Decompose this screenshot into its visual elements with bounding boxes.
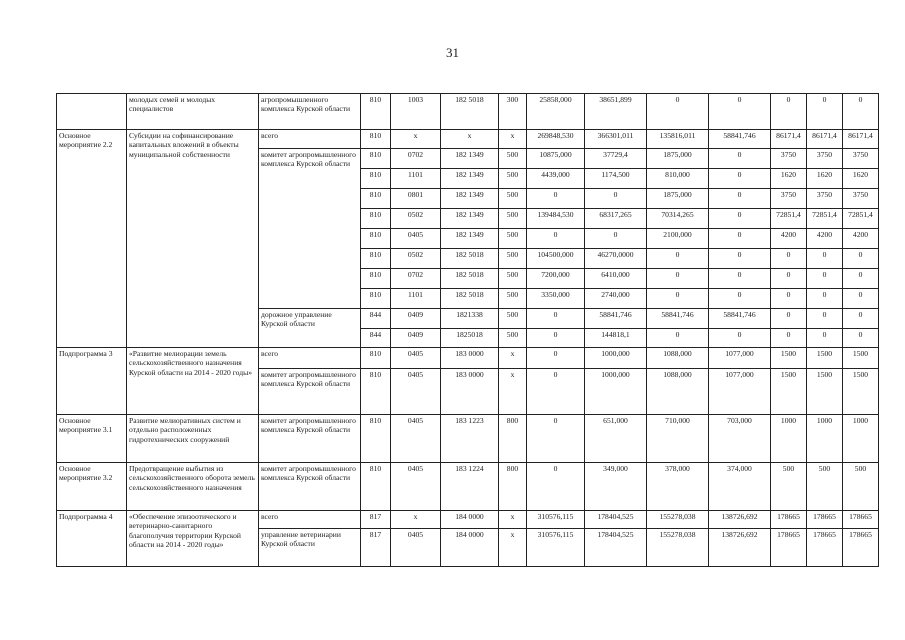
cell-value: 0 [843,249,879,269]
row-responsible: дорожное управление Курской области [259,309,361,348]
cell-value: 1077,000 [709,369,771,415]
cell-vr: 300 [499,94,527,130]
cell-vr: 500 [499,309,527,329]
row-responsible: всего [259,511,361,529]
cell-rzpr: 1101 [391,289,441,309]
cell-rzpr: 0702 [391,269,441,289]
cell-value: 0 [771,249,807,269]
cell-value: 0 [647,94,709,130]
cell-csr: 182 5018 [441,269,499,289]
cell-grbs: 844 [361,309,391,329]
cell-rzpr: 1101 [391,169,441,189]
cell-value: 710,000 [647,415,709,463]
cell-value: 104500,000 [527,249,585,269]
cell-value: 1500 [771,348,807,369]
cell-value: 0 [527,369,585,415]
cell-value: 178665 [771,511,807,529]
cell-value: 0 [807,309,843,329]
cell-value: 1000,000 [585,348,647,369]
cell-value: 72851,4 [807,209,843,229]
row-name: Основное мероприятие 3.2 [57,463,127,511]
cell-value: 0 [527,189,585,209]
cell-value: 0 [585,189,647,209]
cell-rzpr: x [391,511,441,529]
cell-grbs: 817 [361,511,391,529]
cell-value: 1500 [807,348,843,369]
cell-value: 0 [709,149,771,169]
cell-value: 810,000 [647,169,709,189]
cell-value: 0 [709,329,771,348]
table-row [57,463,879,511]
row-responsible: комитет агропромышленного комплекса Курской области [259,463,361,511]
page-number: 31 [446,45,459,60]
cell-value: 178665 [843,511,879,529]
row-description: молодых семей и молодых специалистов [127,94,259,130]
cell-value: 0 [843,309,879,329]
cell-value: 0 [807,94,843,130]
cell-value: 2100,000 [647,229,709,249]
cell-value: 3750 [771,189,807,209]
cell-vr: 500 [499,289,527,309]
cell-value: 310576,115 [527,511,585,529]
cell-value: 1620 [807,169,843,189]
cell-value: 86171,4 [807,130,843,149]
cell-value: 0 [771,289,807,309]
cell-value: 178665 [843,529,879,567]
cell-value: 1500 [807,369,843,415]
cell-value: 3350,000 [527,289,585,309]
cell-value: 1000 [843,415,879,463]
cell-grbs: 810 [361,348,391,369]
cell-value: 86171,4 [843,130,879,149]
cell-value: 0 [585,229,647,249]
cell-value: 138726,692 [709,511,771,529]
cell-grbs: 810 [361,94,391,130]
cell-vr: x [499,369,527,415]
cell-value: 58841,746 [647,309,709,329]
cell-grbs: 810 [361,130,391,149]
row-description: Развитие мелиоративных систем и отдельно расположенных гидротехнических сооружений [127,415,259,463]
cell-value: 1875,000 [647,189,709,209]
cell-value: 178404,525 [585,529,647,567]
cell-grbs: 810 [361,463,391,511]
row-name: Основное мероприятие 2.2 [57,130,127,348]
cell-value: 0 [807,289,843,309]
cell-value: 0 [843,269,879,289]
row-responsible: комитет агропромышленного комплекса Курской области [259,415,361,463]
cell-vr: 500 [499,229,527,249]
cell-value: 0 [647,289,709,309]
cell-value: 155278,038 [647,511,709,529]
cell-value: 178665 [807,529,843,567]
cell-vr: x [499,529,527,567]
cell-value: 3750 [771,149,807,169]
cell-value: 58841,746 [709,309,771,329]
cell-value: 1174,500 [585,169,647,189]
cell-value: 0 [527,229,585,249]
cell-value: 500 [771,463,807,511]
cell-csr: 184 0000 [441,529,499,567]
cell-csr: 182 5018 [441,94,499,130]
cell-grbs: 817 [361,529,391,567]
cell-rzpr: 0502 [391,209,441,229]
cell-grbs: 810 [361,149,391,169]
cell-csr: 1821338 [441,309,499,329]
cell-vr: 800 [499,463,527,511]
cell-value: 0 [527,329,585,348]
cell-vr: x [499,511,527,529]
cell-rzpr: 0405 [391,463,441,511]
cell-value: 0 [527,348,585,369]
cell-grbs: 810 [361,209,391,229]
table-row [57,415,879,463]
cell-value: 703,000 [709,415,771,463]
cell-value: 0 [843,289,879,309]
cell-vr: 500 [499,269,527,289]
cell-value: 178665 [807,511,843,529]
cell-value: 0 [843,329,879,348]
cell-value: 0 [843,94,879,130]
row-description: «Развитие мелиорации земель сельскохозяйственного назначения Курской области на 2014 - 2020 годы» [127,348,259,415]
cell-csr: 183 1223 [441,415,499,463]
cell-value: 1620 [843,169,879,189]
cell-value: 0 [527,309,585,329]
cell-vr: 500 [499,189,527,209]
cell-grbs: 844 [361,329,391,348]
cell-value: 138726,692 [709,529,771,567]
cell-value: 1077,000 [709,348,771,369]
cell-value: 38651,899 [585,94,647,130]
cell-value: 1875,000 [647,149,709,169]
cell-rzpr: 0405 [391,229,441,249]
row-responsible: управление ветеринарии Курской области [259,529,361,567]
cell-value: 4200 [843,229,879,249]
cell-value: 1088,000 [647,348,709,369]
cell-csr: 182 1349 [441,209,499,229]
cell-csr: 183 1224 [441,463,499,511]
cell-vr: 800 [499,415,527,463]
cell-rzpr: 0502 [391,249,441,269]
cell-value: 7200,000 [527,269,585,289]
cell-rzpr: 0409 [391,329,441,348]
cell-rzpr: 0409 [391,309,441,329]
cell-value: 0 [709,269,771,289]
cell-value: 178404,525 [585,511,647,529]
row-name: Основное мероприятие 3.1 [57,415,127,463]
cell-value: 0 [709,289,771,309]
cell-vr: 500 [499,249,527,269]
cell-value: 4200 [807,229,843,249]
budget-table [56,93,879,567]
table-row [57,511,879,529]
table-row [57,130,879,149]
cell-value: 0 [807,329,843,348]
cell-rzpr: 0405 [391,348,441,369]
cell-value: 155278,038 [647,529,709,567]
cell-vr: 500 [499,329,527,348]
cell-csr: 183 0000 [441,348,499,369]
cell-value: 1000 [807,415,843,463]
cell-vr: 500 [499,169,527,189]
cell-value: 1000 [771,415,807,463]
cell-value: 3750 [843,149,879,169]
row-responsible: всего [259,130,361,149]
cell-value: 25858,000 [527,94,585,130]
cell-value: 269848,530 [527,130,585,149]
cell-csr: 182 1349 [441,229,499,249]
cell-value: 310576,115 [527,529,585,567]
cell-value: 0 [771,309,807,329]
cell-csr: x [441,130,499,149]
cell-value: 72851,4 [843,209,879,229]
cell-value: 0 [709,229,771,249]
cell-value: 4439,000 [527,169,585,189]
cell-value: 500 [807,463,843,511]
cell-value: 0 [647,249,709,269]
cell-value: 1088,000 [647,369,709,415]
cell-value: 374,000 [709,463,771,511]
row-responsible: комитет агропромышленного комплекса Курской области [259,149,361,309]
cell-grbs: 810 [361,169,391,189]
cell-csr: 1825018 [441,329,499,348]
cell-rzpr: 1003 [391,94,441,130]
cell-rzpr: 0702 [391,149,441,169]
cell-value: 0 [709,209,771,229]
row-name: Подпрограмма 4 [57,511,127,567]
cell-value: 0 [709,94,771,130]
cell-value: 1000,000 [585,369,647,415]
cell-rzpr: x [391,130,441,149]
cell-value: 6410,000 [585,269,647,289]
cell-value: 0 [647,269,709,289]
row-description: Предотвращение выбытия из сельскохозяйственного оборота земель сельскохозяйственного назначения [127,463,259,511]
cell-value: 139484,530 [527,209,585,229]
cell-value: 500 [843,463,879,511]
cell-value: 46270,0000 [585,249,647,269]
cell-value: 1500 [771,369,807,415]
table-row [57,94,879,130]
cell-rzpr: 0405 [391,529,441,567]
row-name [57,94,127,130]
cell-rzpr: 0801 [391,189,441,209]
cell-value: 0 [771,94,807,130]
cell-vr: 500 [499,149,527,169]
cell-csr: 182 1349 [441,189,499,209]
cell-grbs: 810 [361,369,391,415]
cell-value: 0 [771,269,807,289]
cell-value: 0 [709,169,771,189]
cell-csr: 184 0000 [441,511,499,529]
cell-value: 37729,4 [585,149,647,169]
cell-value: 378,000 [647,463,709,511]
cell-value: 70314,265 [647,209,709,229]
cell-value: 366301,011 [585,130,647,149]
cell-grbs: 810 [361,289,391,309]
cell-value: 0 [527,463,585,511]
table-row [57,348,879,369]
cell-value: 68317,265 [585,209,647,229]
cell-value: 144818,1 [585,329,647,348]
cell-value: 4200 [771,229,807,249]
row-responsible: всего [259,348,361,369]
cell-value: 651,000 [585,415,647,463]
cell-value: 0 [527,415,585,463]
cell-value: 10875,000 [527,149,585,169]
cell-grbs: 810 [361,189,391,209]
cell-grbs: 810 [361,229,391,249]
cell-grbs: 810 [361,415,391,463]
cell-value: 0 [807,249,843,269]
row-description: «Обеспечение эпизоотического и ветеринарно-санитарного благополучия территории Курской области на 2014 - 2020 годы» [127,511,259,567]
cell-rzpr: 0405 [391,369,441,415]
cell-value: 58841,746 [709,130,771,149]
cell-value: 3750 [843,189,879,209]
row-responsible: комитет агропромышленного комплекса Курской области [259,369,361,415]
cell-value: 0 [647,329,709,348]
cell-value: 0 [709,249,771,269]
cell-value: 349,000 [585,463,647,511]
cell-vr: 500 [499,209,527,229]
cell-value: 0 [807,269,843,289]
cell-value: 178665 [771,529,807,567]
cell-value: 135816,011 [647,130,709,149]
cell-csr: 183 0000 [441,369,499,415]
cell-value: 1500 [843,369,879,415]
cell-value: 2740,000 [585,289,647,309]
cell-value: 3750 [807,149,843,169]
cell-value: 58841,746 [585,309,647,329]
cell-csr: 182 1349 [441,149,499,169]
cell-rzpr: 0405 [391,415,441,463]
cell-csr: 182 5018 [441,249,499,269]
row-name: Подпрограмма 3 [57,348,127,415]
cell-grbs: 810 [361,249,391,269]
row-description: Субсидии на софинансирование капитальных вложений в объекты муниципальной собственности [127,130,259,348]
cell-value: 1500 [843,348,879,369]
cell-csr: 182 5018 [441,289,499,309]
row-responsible: агропромышленного комплекса Курской области [259,94,361,130]
cell-value: 1620 [771,169,807,189]
cell-vr: x [499,130,527,149]
cell-value: 3750 [807,189,843,209]
cell-csr: 182 1349 [441,169,499,189]
cell-value: 72851,4 [771,209,807,229]
cell-value: 0 [709,189,771,209]
cell-vr: x [499,348,527,369]
cell-value: 86171,4 [771,130,807,149]
cell-grbs: 810 [361,269,391,289]
cell-value: 0 [771,329,807,348]
